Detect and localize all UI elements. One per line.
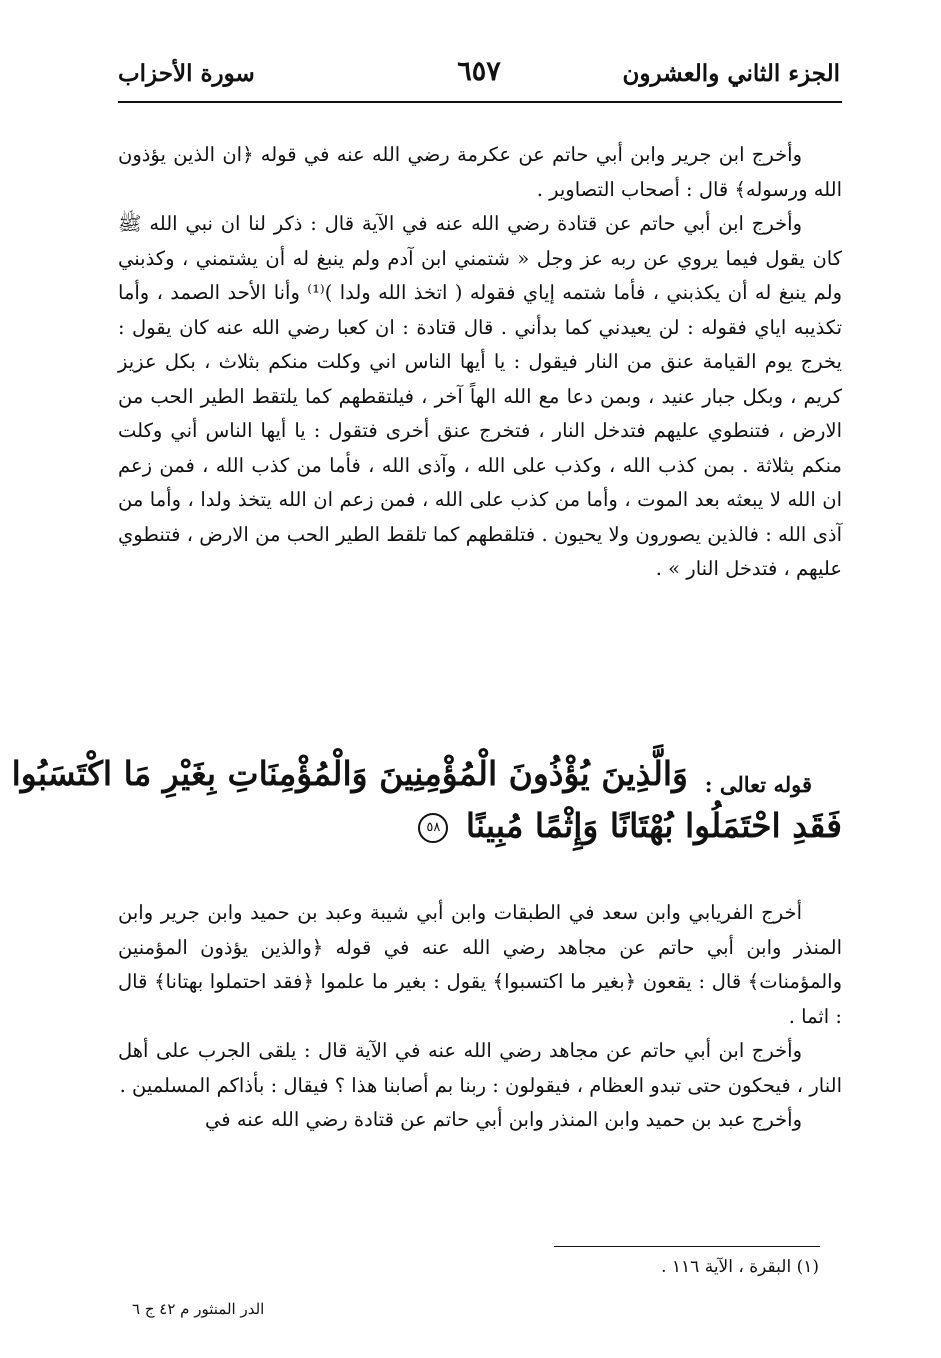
verse-line-1: وَالَّذِينَ يُؤْذُونَ الْمُؤْمِنِينَ وَالْمُؤْمِنَاتِ بِغَيْرِ مَا اكْتَسَبُوا bbox=[11, 754, 688, 793]
bottom-text-block bbox=[118, 896, 842, 1138]
paragraph: وأخرج ابن أبي حاتم عن قتادة رضي الله عنه في الآية قال : ذكر لنا ان نبي الله ﷺ كان يقول فيما يروي عن ربه عز وجل « شتمني ابن آدم ولم ينبغ له أن يشتمني ، وكذبني ولم ينبغ له أن يكذبني ، فأما شتمه إياي فقوله ( اتخذ الله ولدا )⁽¹⁾ وأنا الأحد الصمد ، وأما تكذيبه اياي فقوله : لن يعيدني كما بدأني . قال قتادة : ان كعبا رضي الله عنه كان يقول : يخرج يوم القيامة عنق من النار فيقول : يا أيها الناس اني وكلت منكم بثلاث ، بكل عزيز كريم ، وبكل جبار عنيد ، وبمن دعا مع الله الهاً آخر ، فيلتقطهم كما يلتقط الطير الحب من الارض ، فتنطوي عليهم فتدخل النار ، فتخرج عنق أخرى فتقول : يا أيها الناس أني وكلت منكم بثلاثة . بمن كذب الله ، وكذب على الله ، وآذى الله ، فأما من كذب الله ، فمن زعم ان الله لا يبعثه بعد الموت ، وأما من كذب على الله ، فمن زعم ان الله يتخذ ولدا ، وأما من آذى الله : فالذين يصورون ولا يحيون . فتلقطهم كما تلقط الطير الحب من الارض ، فتنطوي عليهم ، فتدخل النار » . bbox=[118, 212, 842, 580]
surah-title: سورة الأحزاب bbox=[118, 60, 255, 87]
page-header bbox=[118, 52, 840, 100]
paragraph: أخرج الفريابي وابن سعد في الطبقات وابن أبي شيبة وعبد بن حميد وابن جرير وابن المنذر وابن أبي حاتم عن مجاهد رضي الله عنه في قوله ﴿والذين يؤذون المؤمنين والمؤمنات﴾ قال : يقعون ﴿بغير ما اكتسبوا﴾ يقول : بغير ما علموا ﴿فقد احتملوا بهتانا﴾ قال : اثما . bbox=[118, 901, 842, 1028]
verse-line-2 bbox=[118, 806, 842, 845]
paragraph: وأخرج ابن جرير وابن أبي حاتم عن عكرمة رضي الله عنه في قوله ﴿ان الذين يؤذون الله ورسوله﴾ قال : أصحاب التصاوير . bbox=[118, 143, 842, 201]
page-number: ٦٥٧ bbox=[457, 56, 501, 87]
paragraph: وأخرج عبد بن حميد وابن المنذر وابن أبي حاتم عن قتادة رضي الله عنه في bbox=[205, 1108, 802, 1131]
quran-verse-block bbox=[11, 738, 842, 864]
part-title: الجزء الثاني والعشرون bbox=[622, 60, 840, 87]
verse-intro: قوله تعالى : bbox=[704, 772, 812, 797]
top-text-block bbox=[118, 138, 842, 587]
printer-signature: الدر المنثور م ٤٢ ج ٦ bbox=[132, 1300, 265, 1318]
paragraph: وأخرج ابن أبي حاتم عن مجاهد رضي الله عنه في الآية قال : يلقى الجرب على أهل النار ، فيحكون حتى تبدو العظام ، فيقولون : ربنا بم أصابنا هذا ؟ فيقال : بأذاكم المسلمين . bbox=[118, 1039, 842, 1097]
verse-line-2-text: فَقَدِ احْتَمَلُوا بُهْتَانًا وَإِثْمًا مُبِينًا bbox=[465, 806, 842, 845]
footnote-divider bbox=[554, 1246, 820, 1247]
footnote: (١) البقرة ، الآية ١١٦ . bbox=[661, 1257, 819, 1277]
header-divider bbox=[118, 101, 842, 103]
verse-number-badge: ٥٨ bbox=[418, 813, 448, 843]
